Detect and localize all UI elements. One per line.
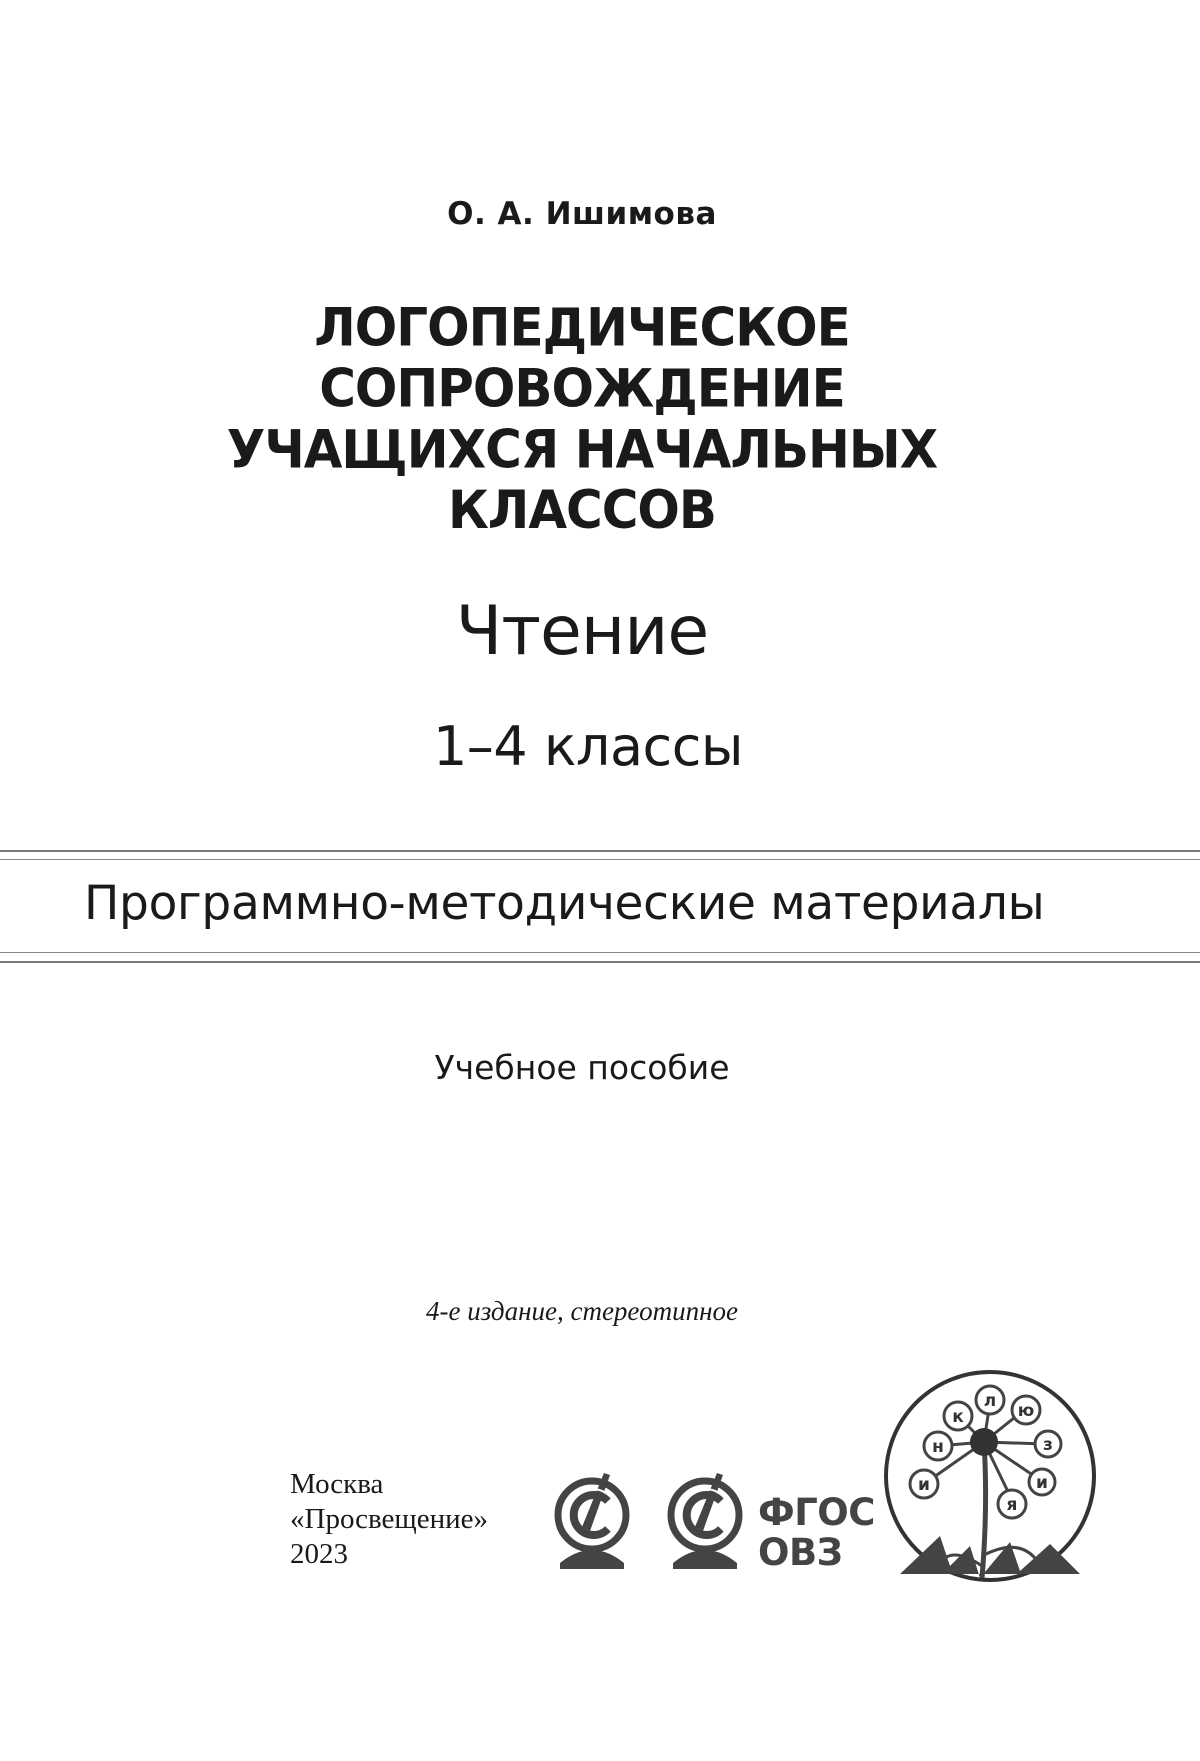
book-title-line: СОПРОВОЖДЕНИЕ: [319, 358, 845, 419]
subject: Чтение: [455, 592, 709, 671]
fgos-badge: [758, 1493, 875, 1573]
inclusion-letter: и: [1036, 1473, 1048, 1493]
imprint-year: 2023: [290, 1538, 348, 1570]
book-title-line: КЛАССОВ: [447, 479, 717, 541]
inclusion-dandelion-icon: [880, 1366, 1100, 1586]
inclusion-letter: я: [1006, 1495, 1018, 1515]
fgos-badge-line2: ОВЗ: [758, 1531, 843, 1574]
imprint: [290, 1467, 488, 1572]
series-title: Программно-методические материалы: [84, 876, 1045, 931]
author: О. А. Ишимова: [447, 196, 717, 232]
book-type: Учебное пособие: [434, 1048, 730, 1087]
fgos-badge-line1: ФГОС: [758, 1491, 875, 1534]
imprint-city: Москва: [290, 1468, 384, 1500]
imprint-publisher: «Просвещение»: [290, 1503, 489, 1535]
publisher-logo-icon: [552, 1465, 632, 1575]
inclusion-letter: ю: [1017, 1401, 1035, 1421]
publisher-logo-icon: [665, 1465, 745, 1575]
inclusion-letter: з: [1043, 1435, 1053, 1455]
inclusion-letter: к: [952, 1407, 964, 1427]
divider-bottom-outer: [0, 961, 1200, 963]
book-title: [0, 297, 1164, 541]
divider-top-inner: [0, 859, 1200, 860]
edition: 4-е издание, стереотипное: [426, 1296, 738, 1326]
book-title-line: ЛОГОПЕДИЧЕСКОЕ: [314, 297, 850, 359]
inclusion-letter: н: [932, 1437, 944, 1457]
divider-bottom-inner: [0, 952, 1200, 953]
inclusion-letter: л: [983, 1391, 997, 1411]
inclusion-letter: и: [918, 1475, 930, 1495]
book-title-line: УЧАЩИХСЯ НАЧАЛЬНЫХ: [226, 419, 938, 480]
grades: 1–4 классы: [432, 715, 744, 778]
divider-top-outer: [0, 850, 1200, 852]
